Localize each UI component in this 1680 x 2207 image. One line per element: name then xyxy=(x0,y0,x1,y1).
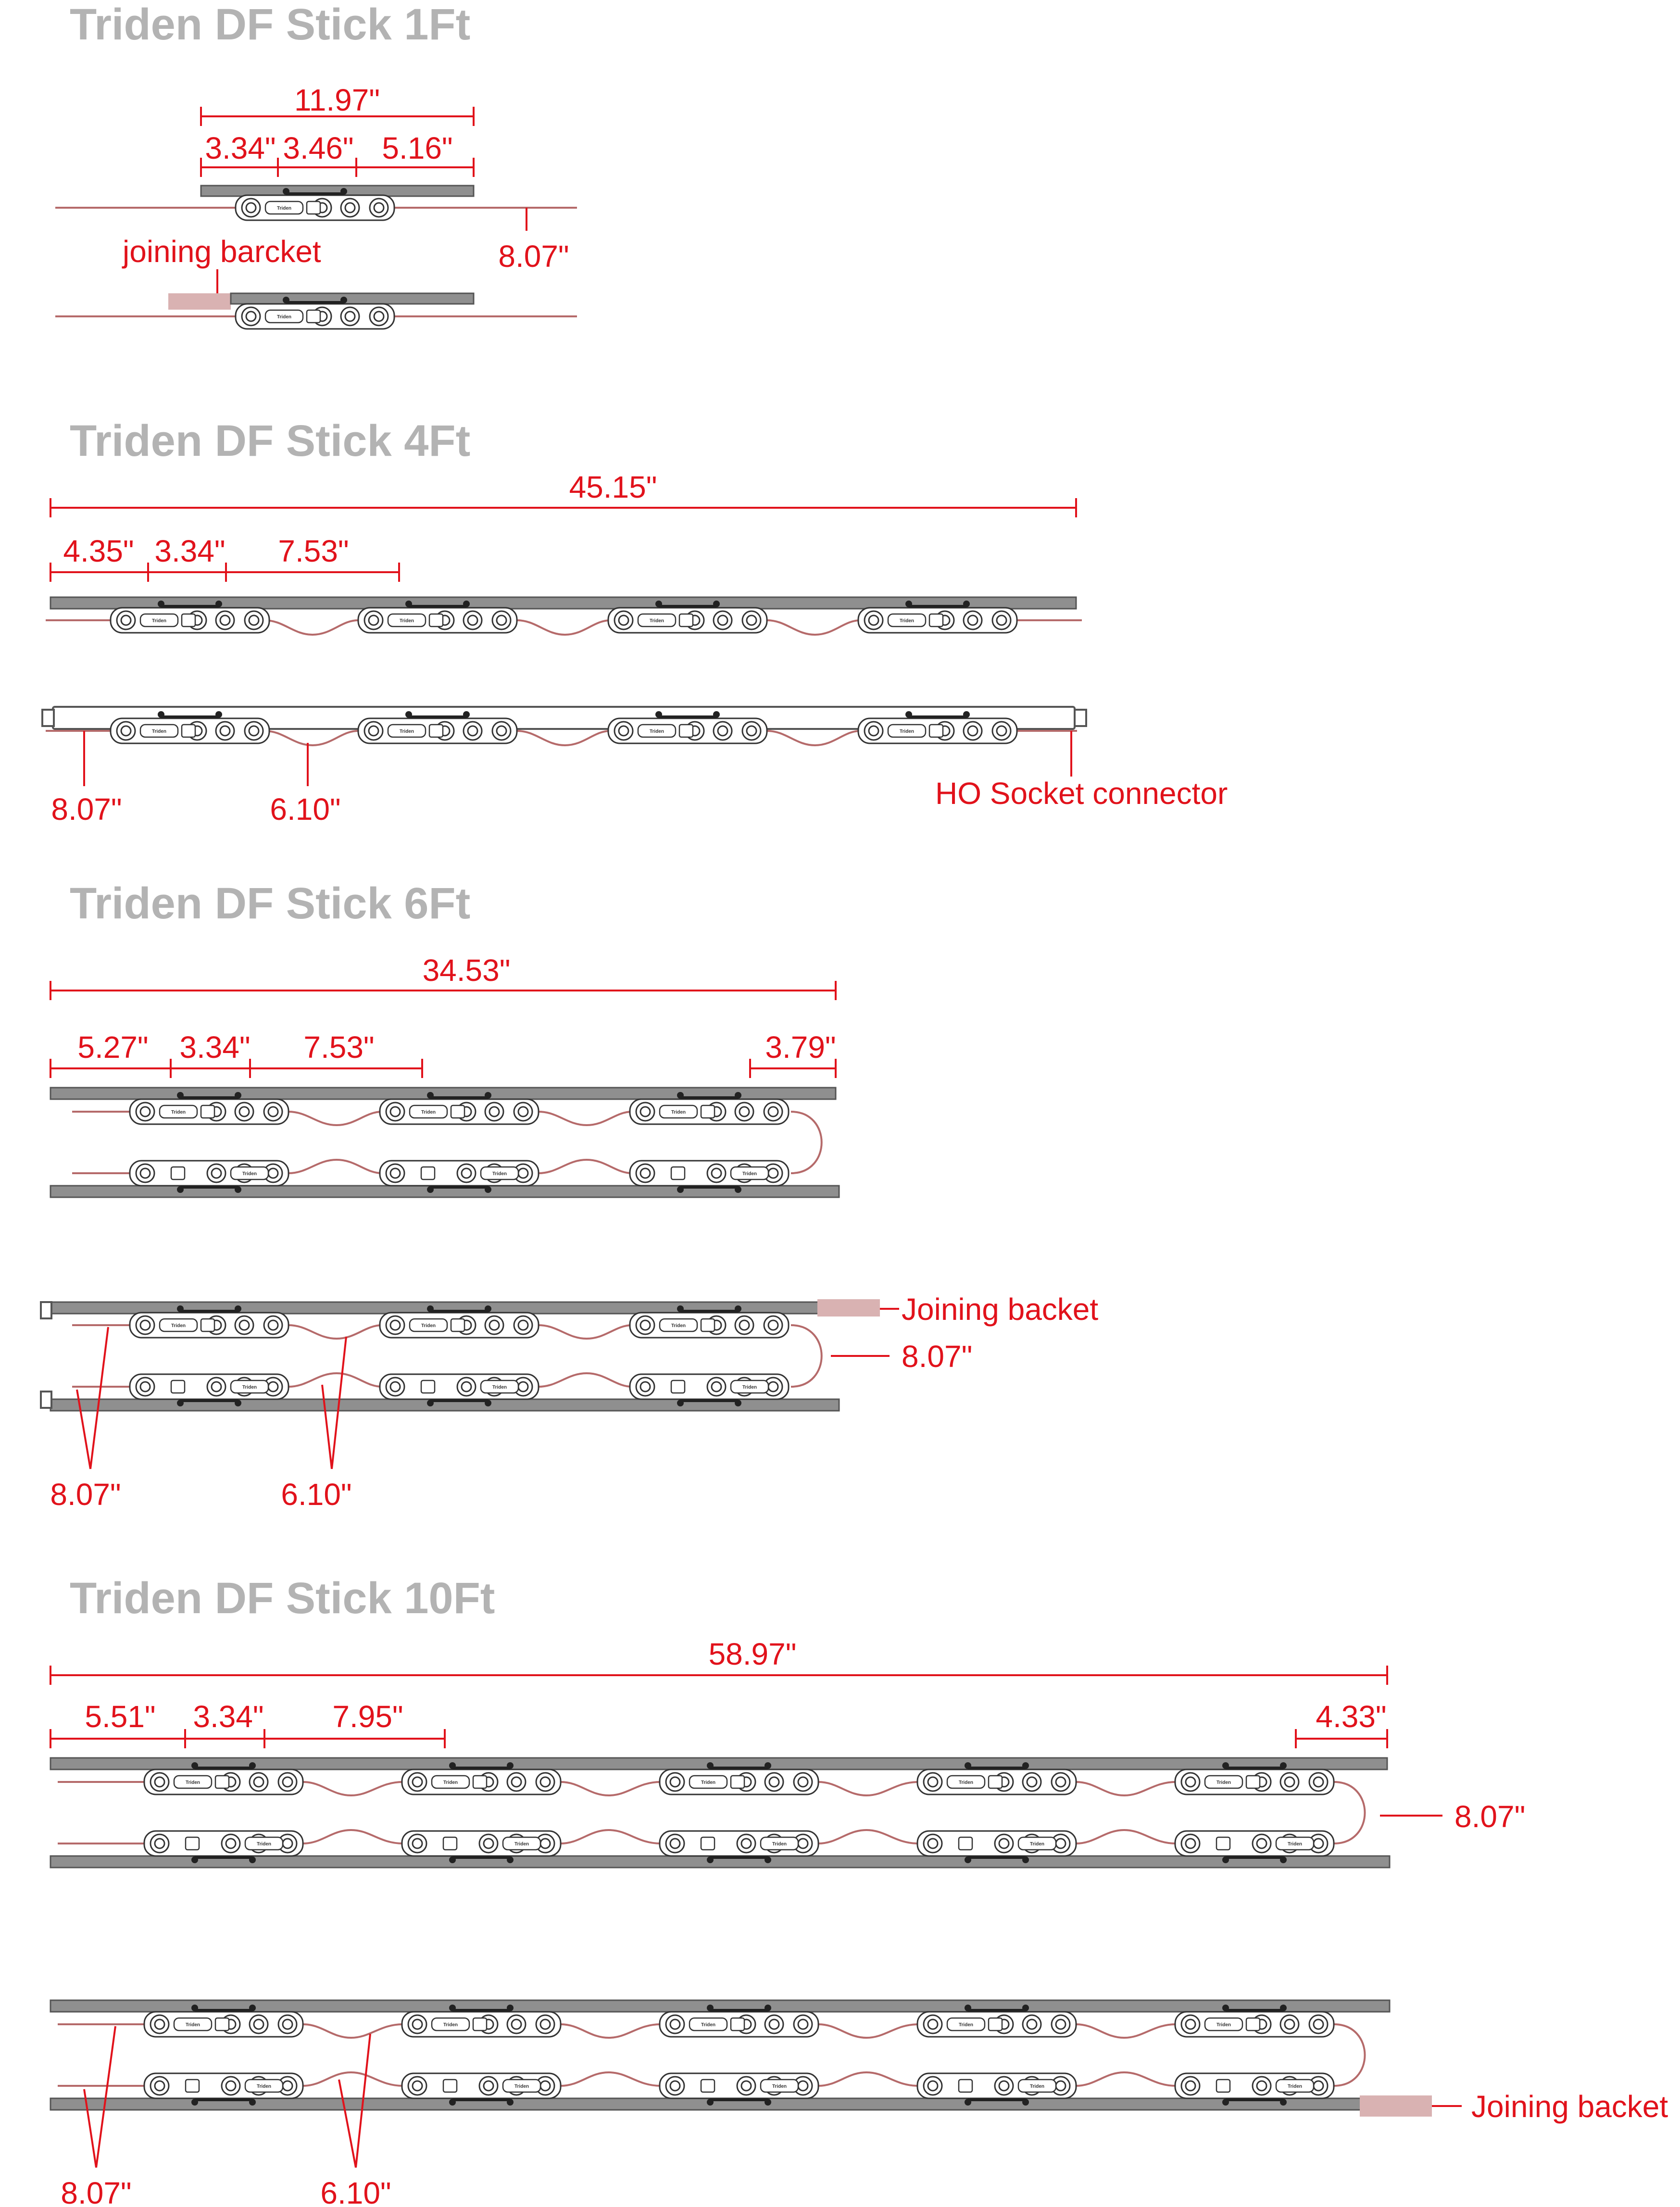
dim-segment-a: 3.34" xyxy=(205,131,276,165)
socket-connector xyxy=(41,1302,51,1318)
svg-text:Triden: Triden xyxy=(958,2022,974,2028)
dim-between: 6.10" xyxy=(320,2176,391,2207)
note-joining-bracket: joining barcket xyxy=(123,234,321,269)
dim-total: 58.97" xyxy=(708,1637,797,1671)
svg-text:Triden: Triden xyxy=(1216,1780,1231,1785)
svg-text:Triden: Triden xyxy=(742,1171,757,1177)
svg-text:Triden: Triden xyxy=(514,1842,529,1847)
svg-text:Triden: Triden xyxy=(443,2022,458,2028)
svg-text:Triden: Triden xyxy=(151,729,167,734)
section-6ft xyxy=(41,879,1098,1512)
section-title: Triden DF Stick 6Ft xyxy=(70,879,471,928)
svg-text:Triden: Triden xyxy=(649,618,664,624)
dim-lead: 8.07" xyxy=(51,792,122,827)
dim-lead: 8.07" xyxy=(50,1477,121,1512)
dim-total: 11.97" xyxy=(294,83,380,117)
dim-total: 45.15" xyxy=(569,470,657,504)
dim-loop: 8.07" xyxy=(1454,1799,1526,1834)
svg-text:Triden: Triden xyxy=(671,1110,686,1115)
dim-segment-a: 5.27" xyxy=(77,1030,149,1065)
svg-text:Triden: Triden xyxy=(185,2022,201,2028)
svg-text:Triden: Triden xyxy=(399,618,414,624)
svg-text:Triden: Triden xyxy=(899,618,915,624)
dim-between: 6.10" xyxy=(281,1477,352,1512)
svg-text:Triden: Triden xyxy=(171,1110,186,1115)
dim-segment-b: 3.34" xyxy=(154,534,226,568)
svg-text:Triden: Triden xyxy=(399,729,414,734)
dimension-total xyxy=(50,1637,1387,1685)
section-title: Triden DF Stick 1Ft xyxy=(70,0,471,49)
socket-connector-left xyxy=(42,710,54,726)
svg-text:Triden: Triden xyxy=(276,314,292,320)
dimension-total xyxy=(50,953,836,1000)
svg-text:Triden: Triden xyxy=(671,1323,686,1329)
dim-segment-a: 5.51" xyxy=(85,1699,156,1734)
dim-total: 34.53" xyxy=(422,953,511,988)
svg-text:Triden: Triden xyxy=(492,1171,507,1177)
svg-text:Triden: Triden xyxy=(1287,1842,1303,1847)
dim-segment-b: 3.46" xyxy=(283,131,354,165)
joining-bracket xyxy=(1360,2095,1432,2117)
svg-text:Triden: Triden xyxy=(171,1323,186,1329)
dimension-segments xyxy=(50,1699,1387,1748)
note-socket-connector: HO Socket connector xyxy=(935,776,1228,811)
svg-text:Triden: Triden xyxy=(151,618,167,624)
dim-between: 6.10" xyxy=(270,792,341,827)
dim-segment-c: 5.16" xyxy=(382,131,453,165)
svg-text:Triden: Triden xyxy=(701,2022,716,2028)
svg-text:Triden: Triden xyxy=(242,1385,257,1390)
note-joining-bracket: Joining backet xyxy=(1471,2089,1668,2124)
dimension-segments xyxy=(50,534,399,582)
note-joining-bracket: Joining backet xyxy=(902,1292,1099,1327)
dim-segment-c: 7.53" xyxy=(303,1030,375,1065)
svg-text:Triden: Triden xyxy=(256,1842,272,1847)
svg-text:Triden: Triden xyxy=(701,1780,716,1785)
section-1ft xyxy=(55,0,577,329)
dim-end: 4.33" xyxy=(1316,1699,1387,1734)
svg-text:Triden: Triden xyxy=(256,2084,272,2089)
dim-segment-b: 3.34" xyxy=(179,1030,251,1065)
svg-text:Triden: Triden xyxy=(242,1171,257,1177)
dim-end: 3.79" xyxy=(765,1030,836,1065)
svg-text:Triden: Triden xyxy=(421,1323,436,1329)
svg-text:Triden: Triden xyxy=(443,1780,458,1785)
dim-loop: 8.07" xyxy=(902,1339,973,1374)
svg-text:Triden: Triden xyxy=(1029,2084,1045,2089)
svg-text:Triden: Triden xyxy=(276,206,292,211)
dim-segment-c: 7.95" xyxy=(332,1699,403,1734)
dimension-total xyxy=(201,83,474,126)
svg-text:Triden: Triden xyxy=(1029,1842,1045,1847)
svg-text:Triden: Triden xyxy=(742,1385,757,1390)
joining-bracket xyxy=(817,1299,880,1317)
svg-text:Triden: Triden xyxy=(514,2084,529,2089)
socket-connector xyxy=(41,1392,51,1408)
dim-lead: 8.07" xyxy=(61,2176,132,2207)
dim-lead: 8.07" xyxy=(498,239,569,274)
socket-connector-right xyxy=(1075,710,1086,726)
dimension-segments xyxy=(201,131,474,177)
svg-text:Triden: Triden xyxy=(958,1780,974,1785)
svg-text:Triden: Triden xyxy=(185,1780,201,1785)
svg-text:Triden: Triden xyxy=(649,729,664,734)
section-title: Triden DF Stick 4Ft xyxy=(70,416,471,465)
dim-segment-b: 3.34" xyxy=(193,1699,264,1734)
svg-text:Triden: Triden xyxy=(1287,2084,1303,2089)
joining-bracket xyxy=(168,293,231,310)
dim-segment-a: 4.35" xyxy=(63,534,134,568)
svg-text:Triden: Triden xyxy=(492,1385,507,1390)
section-title: Triden DF Stick 10Ft xyxy=(70,1574,495,1623)
dimension-segments xyxy=(50,1030,836,1078)
svg-text:Triden: Triden xyxy=(772,2084,787,2089)
section-4ft xyxy=(42,416,1228,827)
svg-text:Triden: Triden xyxy=(772,1842,787,1847)
dimension-total xyxy=(50,470,1076,517)
svg-text:Triden: Triden xyxy=(421,1110,436,1115)
svg-text:Triden: Triden xyxy=(1216,2022,1231,2028)
section-10ft xyxy=(50,1574,1668,2207)
dim-segment-c: 7.53" xyxy=(278,534,349,568)
svg-text:Triden: Triden xyxy=(899,729,915,734)
mounting-bar xyxy=(231,293,474,304)
